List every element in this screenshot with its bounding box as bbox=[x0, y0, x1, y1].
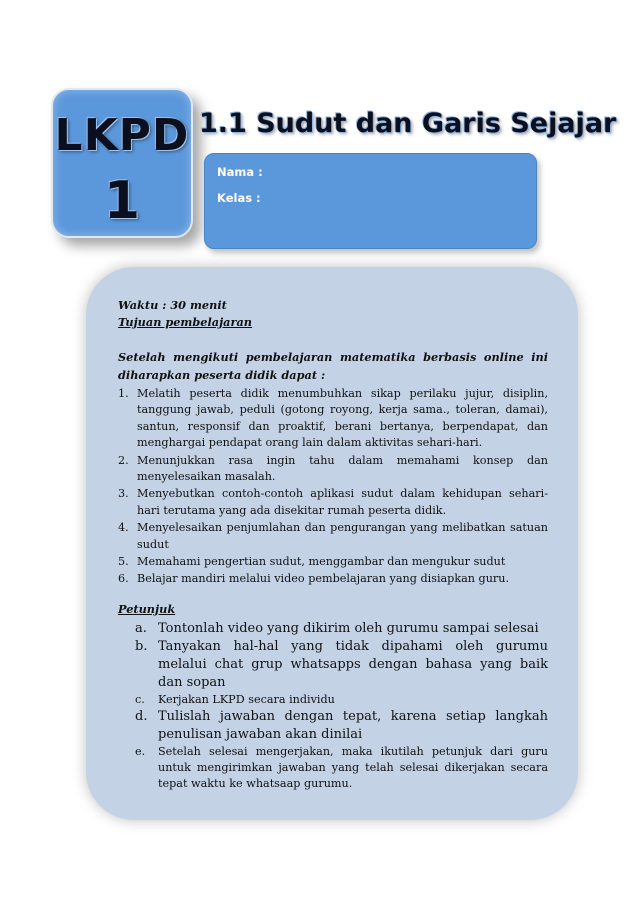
list-text: Melatih peserta didik menumbuhkan sikap perilaku jujur, disiplin, tanggung jawab, peduli (gotong royong, kerja sama., toleran, damai), santun, responsif dan proaktif, berani bertanya, berpendapat, dan menghargai pendapat orang lain dalam aktivitas sehari-hari. bbox=[137, 387, 548, 450]
list-letter: b. bbox=[135, 638, 148, 654]
list-letter: d. bbox=[135, 708, 148, 724]
list-item bbox=[118, 453, 548, 486]
list-text: Memahami pengertian sudut, menggambar dan mengukur sudut bbox=[137, 555, 506, 569]
list-item bbox=[118, 744, 548, 792]
time-allotment: Waktu : 30 menit bbox=[118, 298, 227, 312]
list-text: Kerjakan LKPD secara individu bbox=[158, 692, 335, 706]
list-letter: a. bbox=[135, 620, 147, 636]
instructions-heading: Petunjuk bbox=[118, 601, 176, 616]
nama-label: Nama : bbox=[217, 165, 263, 179]
list-number: 4. bbox=[118, 521, 129, 535]
list-text: Tontonlah video yang dikirim oleh gurumu sampai selesai bbox=[158, 620, 539, 636]
identity-box bbox=[204, 153, 537, 249]
list-item bbox=[118, 486, 548, 519]
list-item bbox=[118, 554, 548, 570]
list-number: 3. bbox=[118, 487, 129, 501]
list-item bbox=[118, 638, 548, 692]
list-letter: e. bbox=[135, 744, 146, 758]
list-number: 2. bbox=[118, 453, 129, 467]
badge-label: LKPD bbox=[54, 110, 190, 161]
list-text: Tulislah jawaban dengan tepat, karena setiap langkah penulisan jawaban akan dinilai bbox=[158, 708, 548, 742]
list-number: 1. bbox=[118, 387, 129, 400]
list-text: Belajar mandiri melalui video pembelajaran yang disiapkan guru. bbox=[137, 572, 510, 586]
list-number: 6. bbox=[118, 572, 129, 586]
list-item bbox=[118, 620, 548, 638]
list-text: Menyelesaikan penjumlahan dan pengurangan yang melibatkan satuan sudut bbox=[137, 521, 548, 551]
page-title: 1.1 Sudut dan Garis Sejajar bbox=[199, 108, 617, 139]
objectives-list bbox=[118, 386, 548, 588]
list-letter: c. bbox=[135, 692, 145, 706]
list-item bbox=[118, 692, 548, 708]
list-item bbox=[118, 571, 548, 587]
list-item bbox=[118, 520, 548, 553]
instructions-list bbox=[118, 620, 548, 792]
worksheet-content bbox=[118, 297, 548, 792]
objectives-heading: Tujuan pembelajaran bbox=[118, 315, 252, 329]
list-text: Tanyakan hal-hal yang tidak dipahami oleh gurumu melalui chat grup whatsapps dengan bahasa yang baik dan sopan bbox=[158, 638, 548, 690]
kelas-label: Kelas : bbox=[217, 191, 261, 205]
objectives-lead: Setelah mengikuti pembelajaran matematika berbasis online ini diharapkan peserta didik dapat : bbox=[118, 350, 548, 382]
list-text: Menunjukkan rasa ingin tahu dalam memahami konsep dan menyelesaikan masalah. bbox=[137, 453, 548, 484]
badge-number: 1 bbox=[103, 171, 141, 231]
list-text: Setelah selesai mengerjakan, maka ikutilah petunjuk dari guru untuk mengirimkan jawaban yang telah selesai dikerjakan secara tepat waktu ke whatsaap gurumu. bbox=[158, 744, 548, 790]
list-item bbox=[118, 386, 548, 452]
list-number: 5. bbox=[118, 555, 129, 569]
list-item bbox=[118, 708, 548, 744]
list-text: Menyebutkan contoh-contoh aplikasi sudut dalam kehidupan sehari-hari terutama yang ada disekitar rumah peserta didik. bbox=[137, 487, 548, 517]
lkpd-badge bbox=[51, 88, 193, 238]
